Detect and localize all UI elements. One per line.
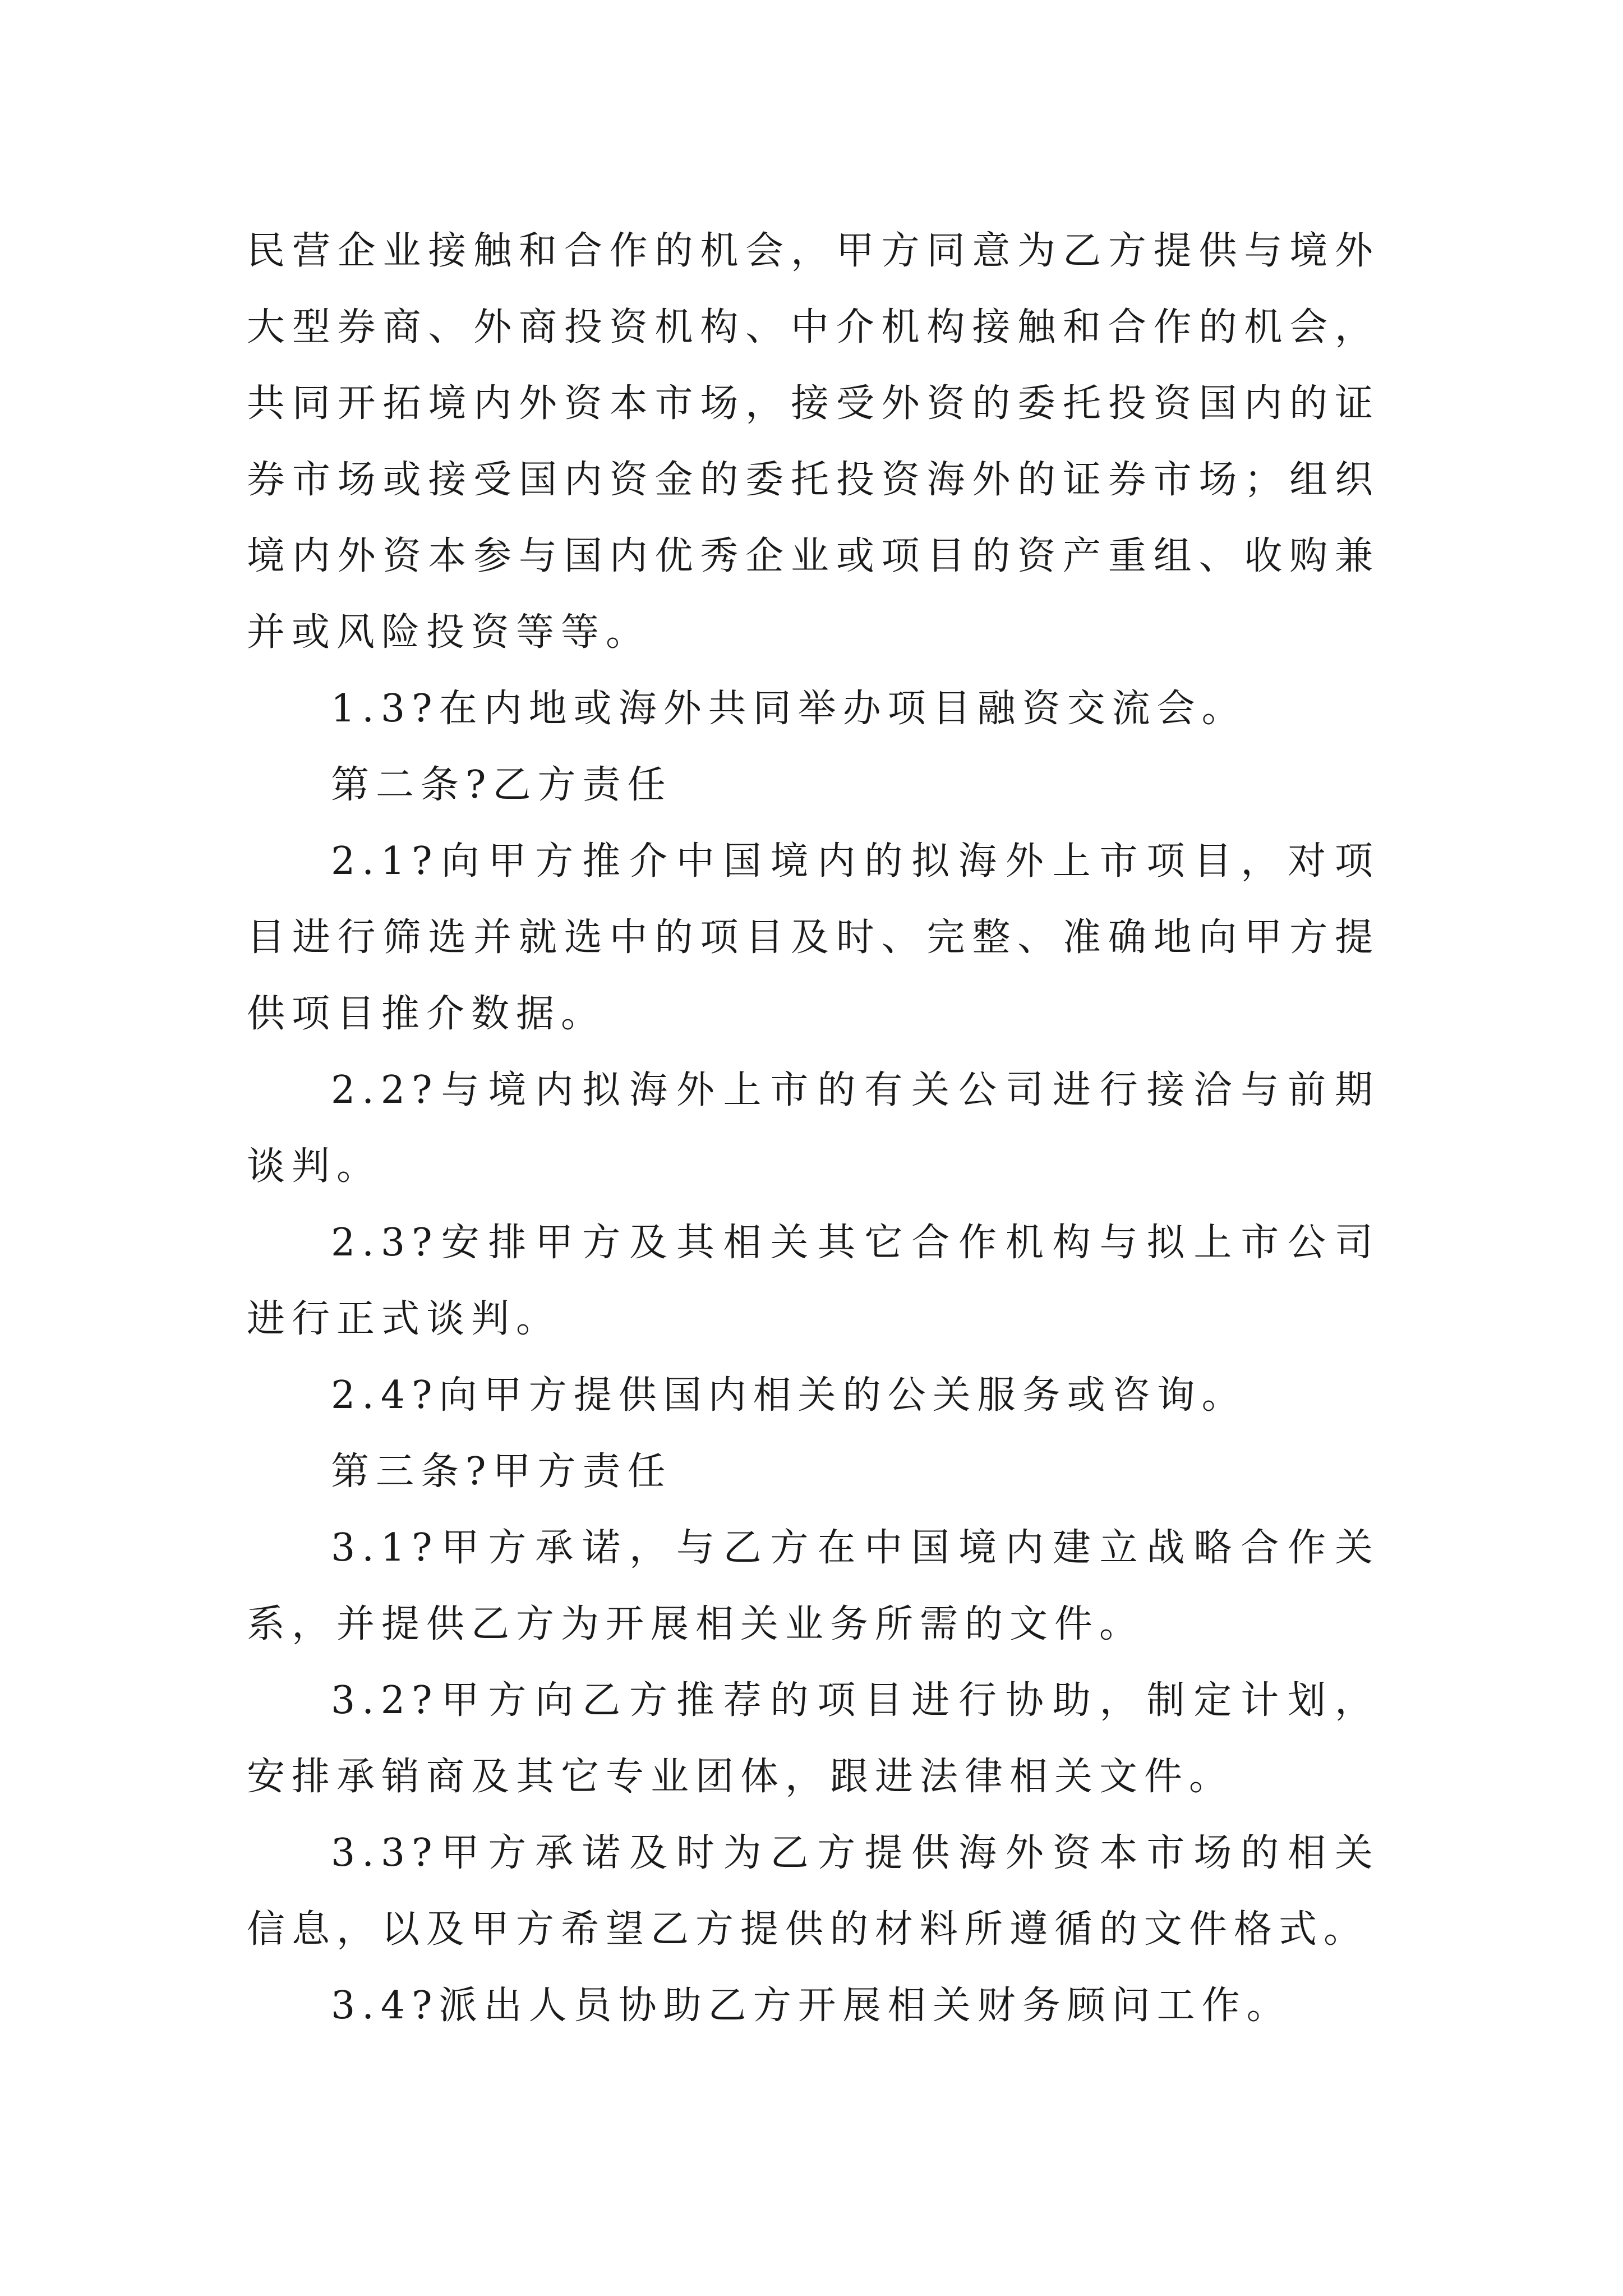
clause-2-3: 2.3?安排甲方及其相关其它合作机构与拟上市公司进行正式谈判。 xyxy=(247,1221,1380,1341)
clause-2-2: 2.2?与境内拟海外上市的有关公司进行接洽与前期谈判。 xyxy=(247,1068,1380,1189)
paragraph-continuation: 民营企业接触和合作的机会，甲方同意为乙方提供与境外大型券商、外商投资机构、中介机构接触和合作的机会，共同开拓境内外资本市场，接受外资的委托投资国内的证券市场或接受国内资金的委托投资海外的证券市场；组织境内外资本参与国内优秀企业或项目的资产重组、收购兼并或风险投资等等。 xyxy=(247,229,1380,655)
clause-3-4: 3.4?派出人员协助乙方开展相关财务顾问工作。 xyxy=(331,1984,1292,2028)
clause-3-2: 3.2?甲方向乙方推荐的项目进行协助，制定计划，安排承销商及其它专业团体，跟进法律相关文件。 xyxy=(247,1678,1380,1799)
article-2-heading: 第二条?乙方责任 xyxy=(331,763,672,807)
clause-3-3: 3.3?甲方承诺及时为乙方提供海外资本市场的相关信息，以及甲方希望乙方提供的材料所遵循的文件格式。 xyxy=(247,1831,1380,1952)
document-body xyxy=(247,213,1380,2044)
article-3-heading: 第三条?甲方责任 xyxy=(331,1450,672,1494)
clause-1-3: 1.3?在内地或海外共同举办项目融资交流会。 xyxy=(331,687,1247,731)
clause-3-1: 3.1?甲方承诺，与乙方在中国境内建立战略合作关系，并提供乙方为开展相关业务所需的文件。 xyxy=(247,1526,1380,1646)
clause-2-1: 2.1?向甲方推介中国境内的拟海外上市项目，对项目进行筛选并就选中的项目及时、完整、准确地向甲方提供项目推介数据。 xyxy=(247,839,1380,1036)
clause-2-4: 2.4?向甲方提供国内相关的公关服务或咨询。 xyxy=(331,1373,1247,1418)
